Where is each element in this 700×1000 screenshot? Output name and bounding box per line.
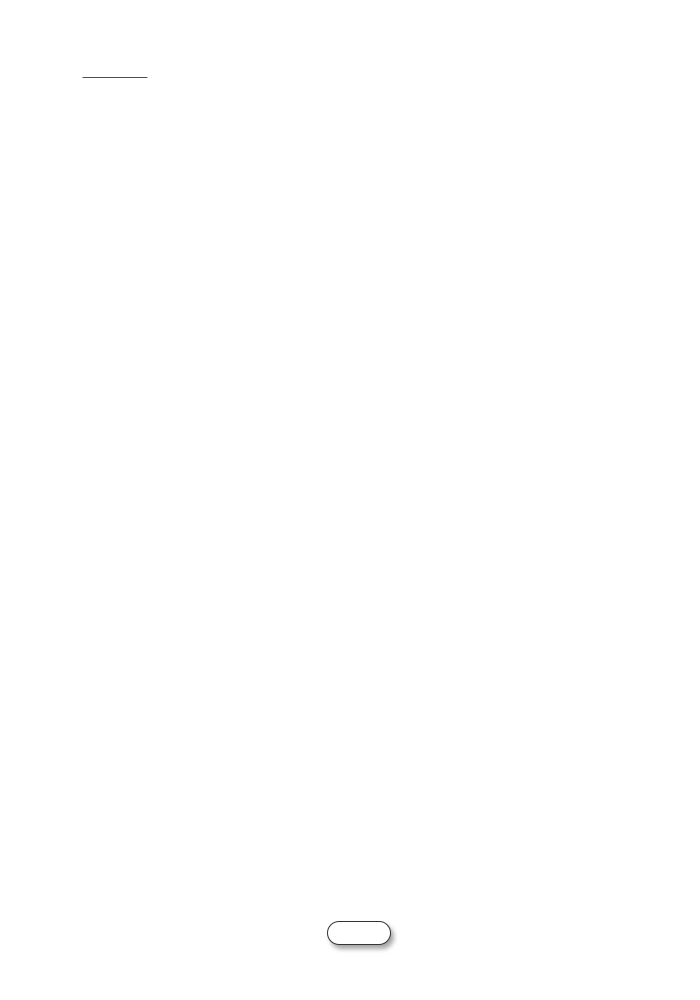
dot-leader	[82, 65, 634, 84]
toc-entry-literature[interactable]	[81, 65, 635, 84]
table-of-contents	[81, 62, 635, 84]
page-number-badge	[327, 921, 391, 945]
